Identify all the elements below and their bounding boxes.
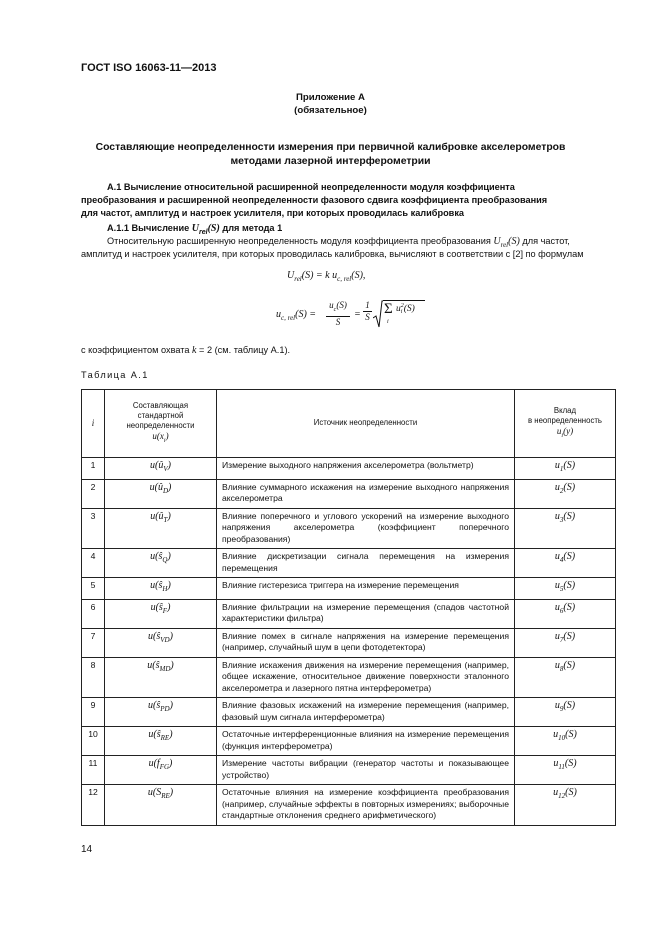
sum-index: i (387, 319, 389, 325)
row-component-sub: RE (160, 734, 170, 742)
row-index: 11 (82, 756, 105, 785)
formula1-lhs-sub: rel (294, 275, 302, 283)
row-component-end: ) (169, 787, 174, 798)
header-component-line4-end: ) (165, 430, 169, 441)
uncertainty-table (81, 389, 616, 826)
main-title-line2: методами лазерной интерферометрии (230, 156, 431, 167)
row-component-end: ) (167, 551, 171, 562)
row-component-sub: PD (160, 705, 170, 713)
row-contribution-end: (S) (563, 551, 576, 562)
sum-arg: (S) (403, 304, 415, 315)
row-source: Влияние дискретизации сигнала перемещения на измерения перемещения (217, 549, 515, 578)
a11-text-arg: (S) (508, 236, 520, 247)
row-component (105, 549, 217, 578)
row-component-end: ) (167, 601, 171, 613)
row-component-symbol: u(S (147, 787, 162, 798)
row-component-end: ) (168, 481, 172, 493)
row-component-symbol: u(ŝ (148, 630, 161, 642)
row-component-sub: T (163, 515, 168, 524)
coverage-b: = 2 (см. таблицу А.1). (196, 345, 291, 355)
row-component-sub: V (163, 465, 168, 473)
table-body (82, 458, 616, 826)
section-a11-text-line2: амплитуд и настроек усилителя, при которых проводилась калибровка, вычисляют в соответствии с [2] по формулам (81, 249, 584, 259)
a11-text-sub: rel (500, 240, 509, 249)
row-contribution (515, 599, 616, 628)
header-component-line1: Составляющая (132, 400, 189, 410)
formula2-frac1-num: u (329, 300, 334, 310)
coverage-a: с коэффициентом охвата (81, 345, 193, 355)
row-contribution-var: u (554, 481, 560, 493)
row-component-end: ) (167, 580, 171, 591)
coverage-text (81, 344, 617, 357)
formula2-frac1-num-sub: c (333, 306, 337, 313)
row-source: Влияние поперечного и углового ускорений на измерение выходного напряжения акселерометра (коэффициент поперечного преобразования) (217, 508, 515, 549)
row-index: 6 (82, 599, 105, 628)
header-contrib-line3-sub: i (561, 432, 564, 439)
row-contribution-end: (S) (563, 510, 576, 522)
row-component-sub: Q (162, 556, 168, 564)
formula2-fraction1 (326, 300, 350, 328)
table-caption: Таблица А.1 (81, 370, 149, 380)
row-contribution-sub: 10 (558, 734, 566, 742)
row-contribution-var: u (554, 630, 560, 642)
row-component-sub: F (162, 606, 168, 615)
row-contribution-sub: 11 (558, 763, 565, 771)
header-component-line4-sub: i (163, 437, 166, 444)
table-row (82, 479, 616, 508)
sum-sub: i (400, 309, 403, 315)
row-contribution-var: u (554, 551, 560, 562)
row-component-symbol: u(ŝ (150, 551, 163, 562)
row-contribution-var: u (553, 729, 559, 740)
row-component-symbol: u(ŝ (150, 601, 163, 613)
row-contribution (515, 698, 616, 727)
row-component (105, 756, 217, 785)
sum-var: u (396, 304, 401, 315)
row-source: Остаточные влияния на измерение коэффициента преобразования (например, случайные эффекты в повторных измерениях; выборочные стандартные отклонения среднего арифметического) (217, 785, 515, 826)
row-component-end: ) (167, 460, 171, 471)
row-source: Измерение частоты вибрации (генератор частоты и показывающее устройство) (217, 756, 515, 785)
section-a1-line3: для частот, амплитуд и настроек усилителя, при которых проводилась калибровка (81, 208, 465, 218)
formula2-lhs: u (276, 309, 281, 320)
a11-text-var: U (493, 236, 501, 247)
row-contribution-var: u (554, 580, 560, 591)
row-index: 10 (82, 727, 105, 756)
row-contribution-sub: 6 (559, 606, 564, 615)
row-component-sub: MD (159, 664, 171, 673)
row-contribution (515, 508, 616, 549)
row-contribution-end: (S) (563, 700, 576, 711)
row-contribution-end: (S) (563, 481, 576, 493)
formula2-lhs-arg: (S) = (295, 309, 317, 320)
row-contribution-sub: 2 (559, 486, 564, 495)
row-index: 8 (82, 657, 105, 698)
table-row (82, 508, 616, 549)
row-contribution-sub: 3 (559, 515, 564, 524)
row-component-symbol: u(û (150, 460, 164, 471)
row-component (105, 727, 217, 756)
a11-text-b: для частот, (519, 236, 570, 246)
row-component (105, 698, 217, 727)
section-a1-line1: А.1 Вычисление относительной расширенной неопределенности модуля коэффициента (107, 182, 515, 192)
sqrt-sign-icon (373, 300, 383, 328)
table-row (82, 756, 616, 785)
table-row (82, 727, 616, 756)
section-a11-suffix: для метода 1 (219, 223, 283, 233)
annex-status: (обязательное) (294, 105, 367, 116)
sum-sup: 2 (400, 303, 404, 309)
section-a11-arg: (S) (207, 223, 220, 234)
row-component-end: ) (169, 758, 173, 769)
row-component-symbol: u(ŝ (147, 659, 160, 671)
row-contribution (515, 628, 616, 657)
row-index: 4 (82, 549, 105, 578)
row-component-end: ) (167, 510, 171, 522)
row-contribution-sub: 5 (559, 585, 564, 593)
formula2-frac1-num-arg: (S) (336, 300, 347, 310)
row-contribution-var: u (554, 460, 560, 471)
row-contribution-sub: 7 (559, 635, 564, 644)
row-index: 12 (82, 785, 105, 826)
row-index: 2 (82, 479, 105, 508)
header-component-line3: неопределенности (126, 420, 195, 430)
formula-2 (276, 300, 436, 336)
row-component-symbol: u(ŝ (150, 580, 163, 591)
row-contribution-var: u (554, 659, 560, 671)
table-row (82, 458, 616, 480)
formula1-lhs-arg: (S) = k u (301, 270, 338, 281)
row-source: Влияние искажения движения на измерение перемещения (например, общее искажение, относительное движение поверхности эталонного акселерометра и лазерного пятна интерферометра) (217, 657, 515, 698)
formula1-lhs: U (287, 270, 295, 281)
row-contribution-sub: 1 (559, 465, 564, 473)
row-source: Влияние фазовых искажений на измерение перемещения (например, фазовый шум сигнала интерферометра) (217, 698, 515, 727)
row-index: 3 (82, 508, 105, 549)
page-number: 14 (81, 844, 93, 855)
formula2-eq: = (354, 309, 361, 320)
row-contribution (515, 785, 616, 826)
row-contribution (515, 549, 616, 578)
row-contribution-var: u (554, 700, 560, 711)
row-component (105, 458, 217, 480)
row-source: Остаточные интерференционные влияния на измерение перемещения (функция интерферометра) (217, 727, 515, 756)
row-component-sub: H (162, 585, 168, 593)
row-component-symbol: u(û (149, 481, 163, 493)
document-header: ГОСТ ISO 16063-11—2013 (81, 62, 217, 74)
row-contribution-var: u (553, 787, 559, 798)
row-source: Влияние суммарного искажения на измерение выходного напряжения акселерометра (217, 479, 515, 508)
row-component-symbol: u(f (148, 758, 160, 769)
row-component (105, 508, 217, 549)
header-component (105, 390, 217, 458)
row-component-symbol: u(û (150, 510, 164, 522)
formula2-frac1-den: S (335, 316, 341, 327)
row-contribution (515, 657, 616, 698)
table-row (82, 578, 616, 600)
header-contrib-line3: u (556, 425, 562, 436)
formula2-fraction2 (363, 300, 372, 323)
section-a11-sub: rel (199, 228, 208, 236)
row-component-sub: FG (159, 763, 170, 771)
row-index: 9 (82, 698, 105, 727)
main-title-line1: Составляющие неопределенности измерения при первичной калибровке акселерометров (95, 142, 566, 153)
row-contribution-end: (S) (563, 659, 576, 671)
table-header-row (82, 390, 616, 458)
table-row (82, 599, 616, 628)
row-contribution-end: (S) (563, 630, 576, 642)
row-contribution-end: (S) (564, 758, 577, 769)
formula2-lhs-sub: c, rel (281, 314, 296, 322)
row-contribution-end: (S) (563, 580, 576, 591)
row-component (105, 785, 217, 826)
row-index: 7 (82, 628, 105, 657)
section-a11-var: U (191, 223, 200, 234)
row-contribution (515, 756, 616, 785)
row-contribution-var: u (553, 758, 559, 769)
a11-text-a: Относительную расширенную неопределенность модуля коэффициента преобразования (107, 236, 494, 246)
formula-1 (287, 270, 365, 283)
row-component-symbol: u(ŝ (148, 700, 161, 711)
annex-title: Приложение А (296, 92, 365, 103)
row-contribution-var: u (554, 510, 560, 522)
row-source: Влияние фильтрации на измерение перемещения (спадов частотной характеристики фильтра) (217, 599, 515, 628)
formula2-frac2-den: S (365, 312, 370, 322)
section-a1-heading (81, 181, 617, 220)
formula1-rhs-arg: (S), (351, 270, 366, 281)
row-contribution-end: (S) (563, 601, 576, 613)
row-component-end: ) (169, 700, 173, 711)
row-component-end: ) (169, 729, 173, 740)
row-contribution (515, 479, 616, 508)
row-contribution-end: (S) (563, 460, 576, 471)
header-contrib-line1: Вклад (553, 405, 577, 415)
header-i: i (82, 390, 105, 458)
row-contribution-sub: 4 (559, 556, 564, 564)
table-row (82, 549, 616, 578)
header-contrib-line3-end: (y) (563, 425, 574, 436)
header-source: Источник неопределенности (217, 390, 515, 458)
row-index: 5 (82, 578, 105, 600)
header-component-line4: u(x (152, 430, 164, 441)
table-row (82, 785, 616, 826)
section-a1-line2: преобразования и расширенной неопределенности фазового сдвига коэффициента преобразования (81, 195, 548, 205)
row-component-sub: RE (161, 792, 170, 800)
formula1-rhs-sub: c, rel (337, 275, 352, 283)
row-source: Влияние помех в сигнале напряжения на измерение перемещения (например, случайный шум в цепи фотодетектора) (217, 628, 515, 657)
row-component-sub: VD (160, 635, 170, 644)
row-component-sub: D (162, 486, 169, 495)
row-contribution-sub: 8 (559, 664, 564, 673)
row-component-end: ) (170, 659, 174, 671)
row-component (105, 657, 217, 698)
row-component (105, 628, 217, 657)
row-contribution (515, 458, 616, 480)
row-component (105, 479, 217, 508)
row-component (105, 599, 217, 628)
row-contribution (515, 727, 616, 756)
section-a11-prefix: А.1.1 Вычисление (107, 223, 192, 233)
table-row (82, 698, 616, 727)
row-contribution-sub: 12 (558, 792, 566, 800)
header-component-line2: стандартной (137, 410, 184, 420)
row-contribution-var: u (554, 601, 560, 613)
row-index: 1 (82, 458, 105, 480)
row-component-symbol: u(ŝ (148, 729, 161, 740)
formula2-frac2-num: 1 (363, 300, 372, 312)
row-source: Влияние гистерезиса триггера на измерение перемещения (217, 578, 515, 600)
row-contribution (515, 578, 616, 600)
row-contribution-sub: 9 (559, 705, 564, 713)
row-contribution-end: (S) (565, 787, 577, 798)
table-row (82, 628, 616, 657)
header-contrib-line2: в неопределенность (527, 415, 602, 425)
coverage-k: k (192, 345, 197, 356)
row-component-end: ) (169, 630, 173, 642)
sum-sign-icon: Σ (384, 301, 393, 317)
row-contribution-end: (S) (565, 729, 577, 740)
row-component (105, 578, 217, 600)
table-row (82, 657, 616, 698)
row-source: Измерение выходного напряжения акселерометра (вольтметр) (217, 458, 515, 480)
header-contribution (515, 390, 616, 458)
